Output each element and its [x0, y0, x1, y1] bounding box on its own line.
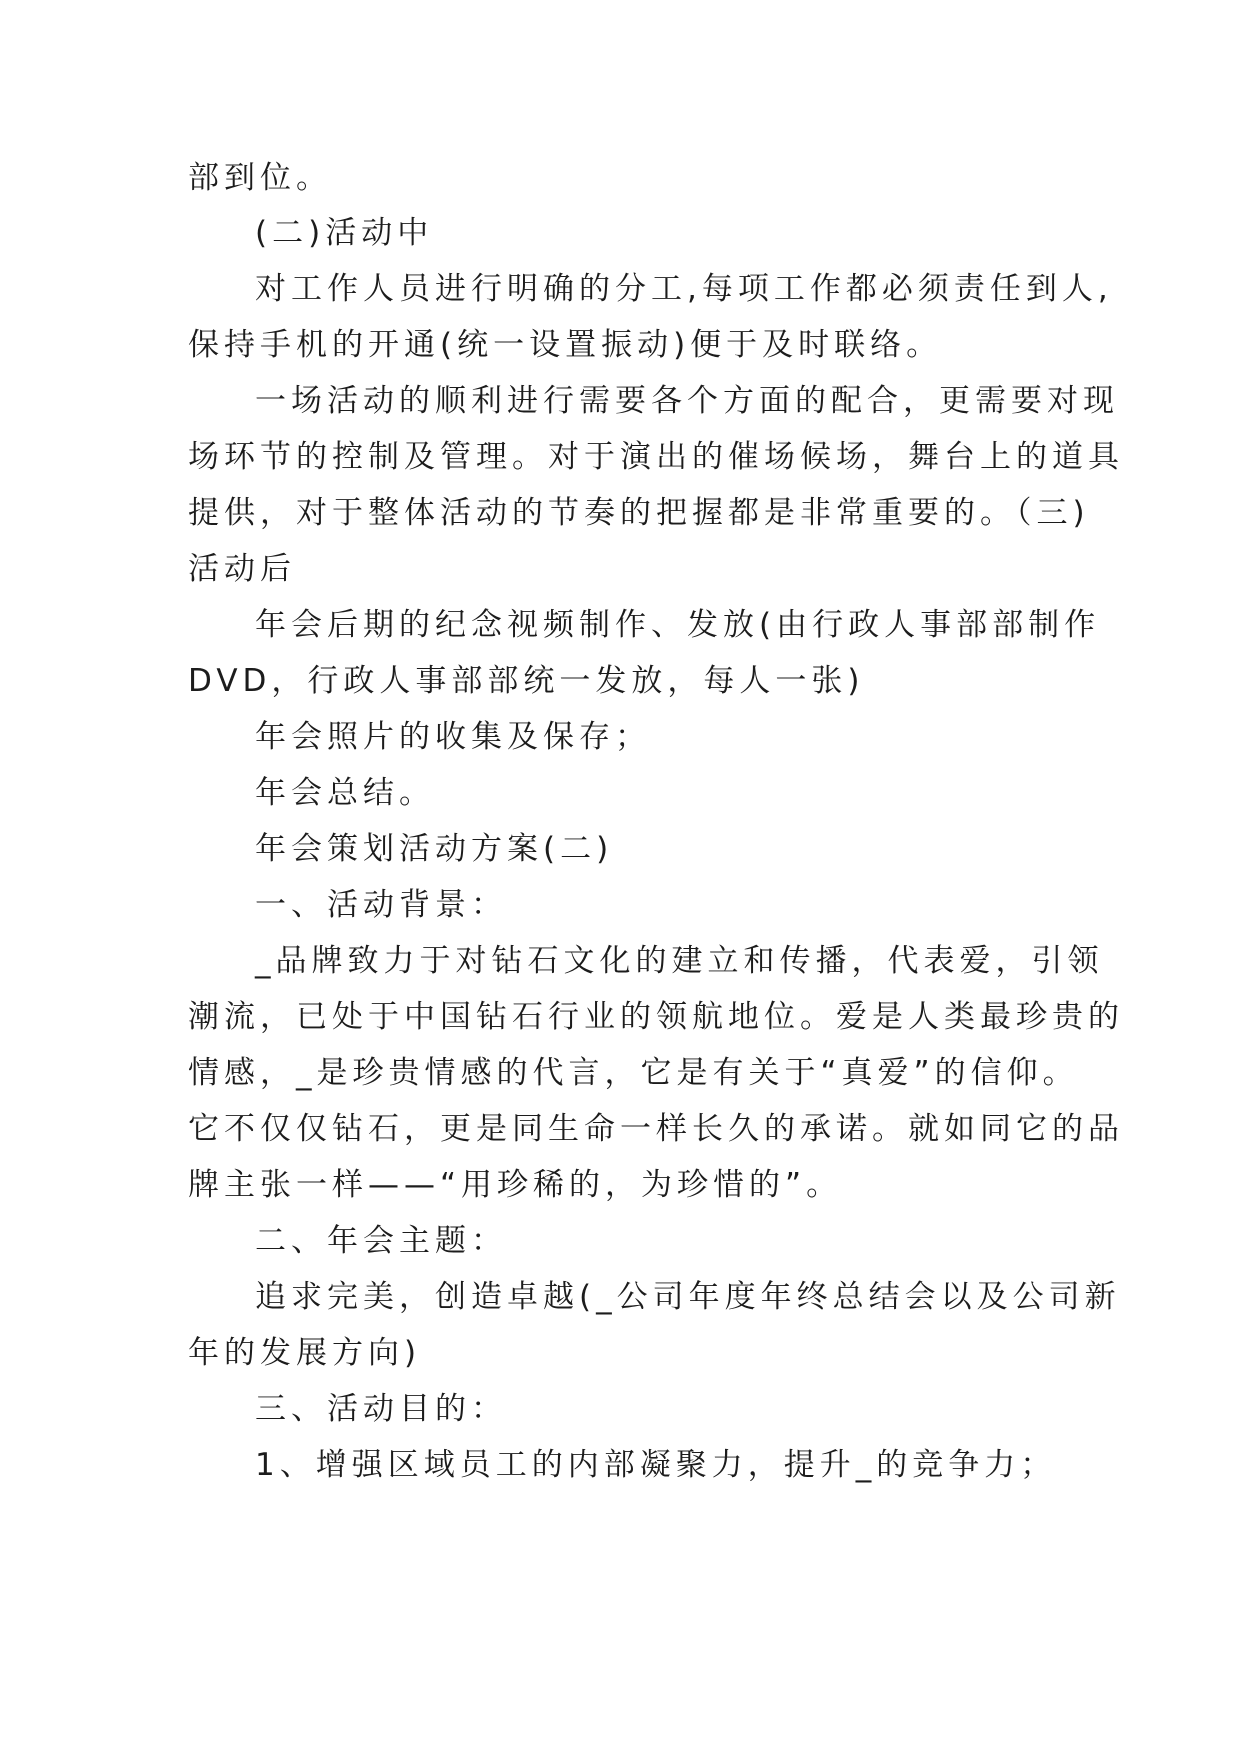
section-heading: (二)活动中 [255, 215, 434, 251]
paragraph-line: 潮流，已处于中国钻石行业的领航地位。爱是人类最珍贵的 [188, 999, 1124, 1035]
paragraph-line: 提供，对于整体活动的节奏的把握都是非常重要的。（三) [188, 495, 1090, 531]
paragraph-line: 场环节的控制及管理。对于演出的催场候场，舞台上的道具 [188, 439, 1124, 475]
paragraph-line: 它不仅仅钻石，更是同生命一样长久的承诺。就如同它的品 [188, 1111, 1124, 1147]
paragraph-line: 追求完美，创造卓越(_公司年度年终总结会以及公司新 [255, 1279, 1121, 1315]
paragraph-line: _品牌致力于对钻石文化的建立和传播，代表爱，引领 [255, 943, 1104, 979]
paragraph-line: 年会总结。 [255, 775, 435, 811]
section-heading: 年会策划活动方案(二) [255, 831, 614, 867]
paragraph-line: 牌主张一样——“用珍稀的，为珍惜的”。 [188, 1167, 843, 1203]
list-item: 1、增强区域员工的内部凝聚力，提升_的竞争力； [255, 1447, 1057, 1483]
section-heading: 三、活动目的： [255, 1391, 507, 1427]
paragraph-line: 对工作人员进行明确的分工,每项工作都必须责任到人, [255, 271, 1113, 307]
paragraph-line: 年的发展方向) [188, 1335, 422, 1371]
paragraph-line: 保持手机的开通(统一设置振动)便于及时联络。 [188, 327, 943, 363]
section-heading: 二、年会主题： [255, 1223, 507, 1259]
paragraph-line: 情感，_是珍贵情感的代言，它是有关于“真爱”的信仰。 [188, 1055, 1079, 1091]
paragraph-line: 年会后期的纪念视频制作、发放(由行政人事部部制作 [255, 607, 1101, 643]
paragraph-line: 年会照片的收集及保存； [255, 719, 651, 755]
paragraph-line: 活动后 [188, 551, 296, 587]
paragraph-line: 一场活动的顺利进行需要各个方面的配合，更需要对现 [255, 383, 1119, 419]
text-line: 部到位。 [188, 160, 332, 196]
paragraph-line: DVD，行政人事部部统一发放，每人一张) [188, 663, 865, 699]
section-heading: 一、活动背景： [255, 887, 507, 923]
